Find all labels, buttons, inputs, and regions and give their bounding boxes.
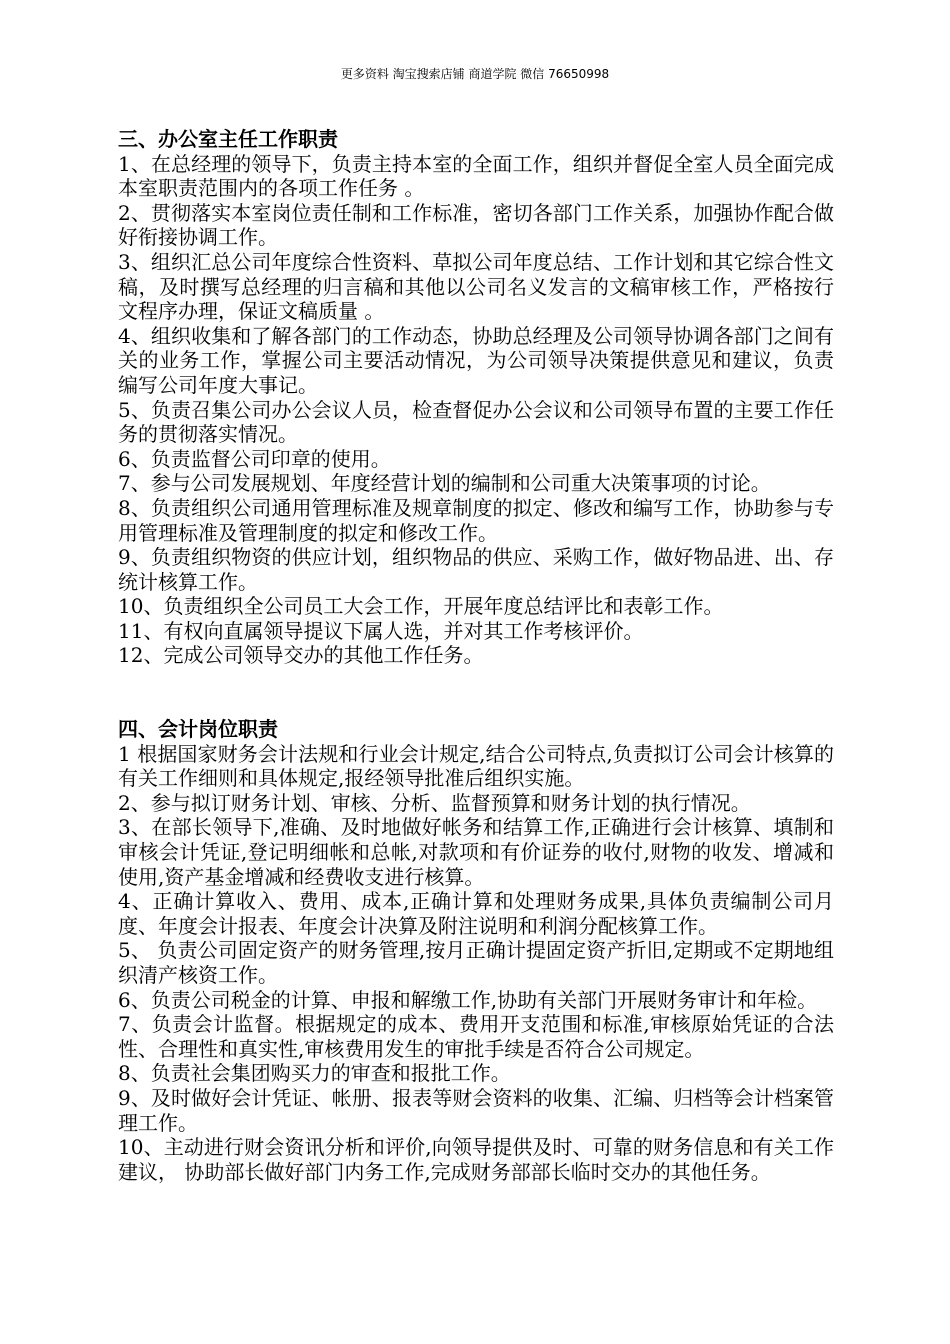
duty-item: 4、组织收集和了解各部门的工作动态，协助总经理及公司领导协调各部门之间有关的业务工作，掌握公司主要活动情况，为公司领导决策提供意见和建议，负责编写公司年度大事记。 (118, 323, 834, 397)
duty-item: 12、完成公司领导交办的其他工作任务。 (118, 643, 484, 668)
duty-item: 8、负责社会集团购买力的审查和报批工作。 (118, 1061, 511, 1086)
document-body (118, 127, 834, 1184)
duty-item: 4、正确计算收入、费用、成本,正确计算和处理财务成果,具体负责编制公司月度、年度会计报表、年度会计决算及附注说明和利润分配核算工作。 (118, 889, 834, 938)
section-title-accountant: 四、会计岗位职责 (118, 717, 278, 742)
duty-item: 5、负责召集公司办公会议人员，检查督促办公会议和公司领导布置的主要工作任务的贯彻落实情况。 (118, 397, 834, 447)
duty-item: 11、有权向直属领导提议下属人选，并对其工作考核评价。 (118, 618, 644, 643)
duty-item: 2、贯彻落实本室岗位责任制和工作标准，密切各部门工作关系，加强协作配合做好衔接协调工作。 (118, 200, 834, 250)
duty-item: 6、负责公司税金的计算、申报和解缴工作,协助有关部门开展财务审计和年检。 (118, 987, 818, 1012)
header-note: 更多资料 淘宝搜索店铺 商道学院 微信 76650998 (340, 67, 610, 81)
duty-item: 10、主动进行财会资讯分析和评价,向领导提供及时、可靠的财务信息和有关工作建议， 协助部长做好部门内务工作,完成财务部部长临时交办的其他任务。 (118, 1135, 834, 1184)
duty-item: 7、参与公司发展规划、年度经营计划的编制和公司重大决策事项的讨论。 (118, 471, 771, 496)
duty-item: 9、负责组织物资的供应计划，组织物品的供应、采购工作，做好物品进、出、存统计核算工作。 (118, 545, 834, 594)
duty-item: 6、负责监督公司印章的使用。 (118, 446, 391, 471)
section-title-office-director: 三、办公室主任工作职责 (118, 127, 338, 151)
duty-item: 1 根据国家财务会计法规和行业会计规定,结合公司特点,负责拟订公司会计核算的有关工作细则和具体规定,报经领导批准后组织实施。 (118, 741, 834, 791)
duty-item: 2、参与拟订财务计划、审核、分析、监督预算和财务计划的执行情况。 (118, 790, 751, 815)
duty-item: 1、在总经理的领导下，负责主持本室的全面工作，组织并督促全室人员全面完成本室职责范围内的各项工作任务 。 (118, 151, 834, 201)
duty-item: 3、组织汇总公司年度综合性资料、草拟公司年度总结、工作计划和其它综合性文稿，及时撰写总经理的归言稿和其他以公司名义发言的文稿审核工作，严格按行文程序办理，保证文稿质量 。 (118, 249, 834, 324)
duty-item: 3、在部长领导下,准确、及时地做好帐务和结算工作,正确进行会计核算、填制和审核会计凭证,登记明细帐和总帐,对款项和有价证券的收付,财物的收发、增减和使用,资产基金增减和经费收支进行核算。 (118, 815, 834, 889)
section-spacer (118, 668, 834, 717)
duty-item: 5、 负责公司固定资产的财务管理,按月正确计提固定资产折旧,定期或不定期地组织清产核资工作。 (118, 938, 834, 987)
duty-item: 7、负责会计监督。根据规定的成本、费用开支范围和标准,审核原始凭证的合法性、合理性和真实性,审核费用发生的审批手续是否符合公司规定。 (118, 1012, 834, 1061)
duty-item: 9、及时做好会计凭证、帐册、报表等财会资料的收集、汇编、归档等会计档案管理工作。 (118, 1085, 834, 1135)
duty-item: 8、负责组织公司通用管理标准及规章制度的拟定、修改和编写工作，协助参与专用管理标准及管理制度的拟定和修改工作。 (118, 495, 834, 545)
duty-item: 10、负责组织全公司员工大会工作，开展年度总结评比和表彰工作。 (118, 594, 724, 619)
